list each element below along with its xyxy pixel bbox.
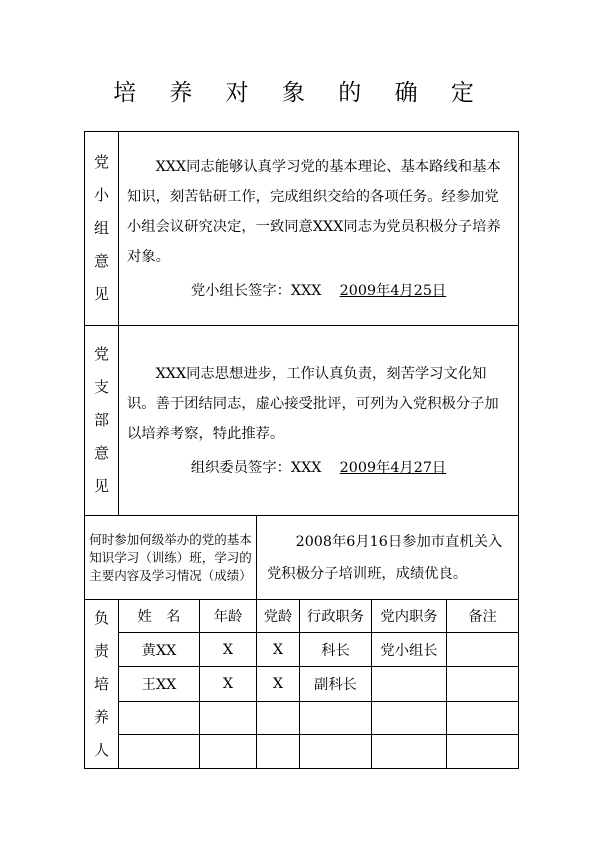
empty-cell: [447, 735, 519, 769]
empty-cell: [257, 735, 300, 769]
party-branch-opinion-text: XXX同志思想进步，工作认真负责，刻苦学习文化知识。善于团结同志，虚心接受批评，可列为入党积极分子加以培养考察，特此推荐。: [127, 365, 499, 442]
trainer-remarks: [447, 667, 519, 702]
column-header-age: 年龄: [200, 600, 257, 633]
trainer-party-age: X: [257, 667, 300, 702]
party-branch-row: [85, 326, 519, 516]
party-group-label: [85, 132, 119, 326]
label-char: 见: [93, 285, 109, 303]
table-row: [85, 702, 519, 735]
empty-cell: [300, 702, 372, 735]
label-char: 小: [93, 186, 109, 204]
trainer-remarks: [447, 633, 519, 667]
empty-cell: [200, 702, 257, 735]
label-char: 培: [93, 674, 109, 693]
table-row: [85, 633, 519, 667]
training-row: [85, 516, 519, 600]
trainers-label: [85, 600, 119, 769]
training-answer: 2008年6月16日参加市直机关入党积极分子培训班，成绩优良。: [267, 533, 503, 582]
trainer-admin-post: 副科长: [300, 667, 372, 702]
column-header-remarks: 备注: [447, 600, 519, 633]
empty-cell: [447, 702, 519, 735]
empty-cell: [372, 702, 447, 735]
column-header-admin-post: 行政职务: [300, 600, 372, 633]
training-answer-cell: [257, 516, 519, 600]
empty-cell: [119, 735, 200, 769]
label-char: 党: [93, 153, 109, 171]
label-char: 意: [93, 252, 109, 270]
trainer-party-age: X: [257, 633, 300, 667]
trainer-age: X: [200, 633, 257, 667]
party-branch-signature: [119, 453, 518, 483]
column-header-name: 姓 名: [119, 600, 200, 633]
column-header-party-post: 党内职务: [372, 600, 447, 633]
table-row: [85, 735, 519, 769]
party-branch-label: [85, 326, 119, 516]
label-char: 意: [93, 444, 109, 462]
party-group-opinion-text: XXX同志能够认真学习党的基本理论、基本路线和基本知识，刻苦钻研工作，完成组织交给的各项任务。经参加党小组会议研究决定，一致同意XXX同志为党员积极分子培养对象。: [127, 158, 501, 265]
table-row: [85, 667, 519, 702]
label-char: 组: [93, 219, 109, 237]
label-char: 见: [93, 477, 109, 495]
training-question-cell: [85, 516, 257, 600]
training-question: 何时参加何级举办的党的基本知识学习（训练）班，学习的主要内容及学习情况（成绩）: [89, 531, 252, 583]
party-branch-signature-date: 2009年4月27日: [339, 459, 447, 476]
trainer-name: 黄XX: [119, 633, 200, 667]
party-group-signature: [119, 276, 518, 306]
empty-cell: [257, 702, 300, 735]
label-char: 负: [93, 608, 109, 627]
empty-cell: [119, 702, 200, 735]
label-char: 支: [93, 378, 109, 396]
label-char: 养: [93, 707, 109, 726]
empty-cell: [200, 735, 257, 769]
trainer-party-post: [372, 667, 447, 702]
page-title: 培 养 对 象 的 确 定: [113, 80, 487, 106]
party-branch-signer: 组织委员签字：XXX: [190, 459, 322, 476]
confirmation-form-table: [84, 131, 519, 769]
party-group-row: [85, 132, 519, 326]
party-group-opinion-cell: [119, 132, 519, 326]
party-branch-opinion-cell: [119, 326, 519, 516]
trainers-header-row: [85, 600, 519, 633]
empty-cell: [300, 735, 372, 769]
label-char: 人: [93, 740, 109, 759]
trainer-age: X: [200, 667, 257, 702]
label-char: 责: [93, 641, 109, 660]
column-header-party-age: 党龄: [257, 600, 300, 633]
trainer-admin-post: 科长: [300, 633, 372, 667]
label-char: 部: [93, 411, 109, 429]
party-group-signature-date: 2009年4月25日: [339, 282, 447, 299]
trainer-party-post: 党小组长: [372, 633, 447, 667]
label-char: 党: [93, 345, 109, 363]
party-group-signer: 党小组长签字：XXX: [190, 282, 322, 299]
trainer-name: 王XX: [119, 667, 200, 702]
empty-cell: [372, 735, 447, 769]
